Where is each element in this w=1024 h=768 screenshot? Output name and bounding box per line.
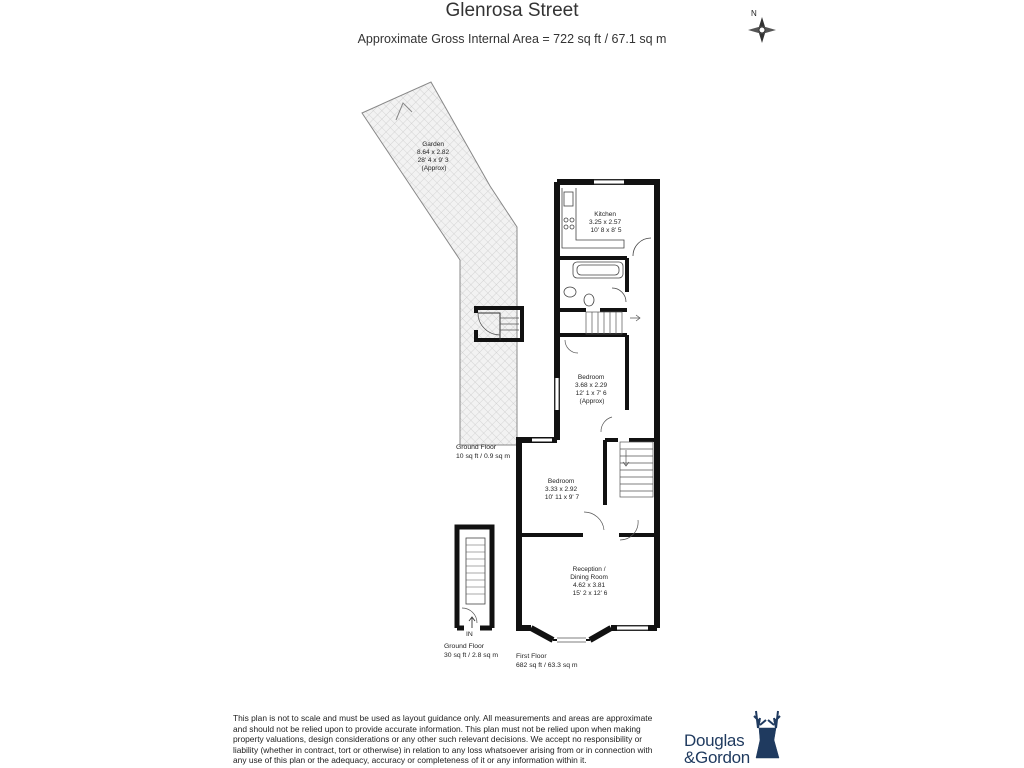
ground-floor-upper-label: Ground Floor 10 sq ft / 0.9 sq m: [456, 444, 511, 460]
disclaimer-line: This plan is not to scale and must be used as layout guidance only. All measurements and areas are approximate: [233, 713, 653, 723]
disclaimer-line: any use of this plan or the adequacy, accuracy or completeness of it or any information within it.: [233, 755, 587, 766]
stag-logo-icon: [754, 711, 780, 758]
bedroom-2-label: Bedroom 3.33 x 2.92 10' 11 x 9' 7: [544, 478, 580, 501]
gross-area: Approximate Gross Internal Area = 722 sq ft / 67.1 sq m: [357, 32, 667, 46]
bathroom-fixtures: [564, 262, 626, 306]
disclaimer-line: liability (whether in contract, tort or otherwise) in relation to any loss whatsoever arising from or in connection with: [233, 744, 653, 755]
compass-north-label: N: [751, 9, 757, 18]
plan-title: Glenrosa Street: [445, 0, 579, 21]
garden-area: [362, 82, 517, 445]
bedroom-1-label: Bedroom 3.68 x 2.29 12' 1 x 7' 6 (Approx): [575, 374, 608, 405]
entrance-in-label: IN: [466, 631, 473, 638]
kitchen-label: Kitchen 3.25 x 2.57 10' 8 x 8' 5: [589, 211, 622, 234]
entrance-lobby: [457, 527, 492, 638]
first-floor-label: First Floor 682 sq ft / 63.3 sq m: [516, 653, 578, 669]
disclaimer-line: and should not be relied upon to provide accurate information. This plan must not be relied upon when making: [233, 723, 641, 734]
compass-rose-icon: [748, 9, 776, 43]
disclaimer-text: [233, 713, 661, 766]
reception-label: Reception / Dining Room 4.62 x 3.81 15' 2 x 12' 6: [570, 566, 608, 597]
hallway-stairs: [584, 442, 653, 540]
garden-label: Garden 8.64 x 2.82 28' 4 x 9' 3 (Approx): [417, 141, 450, 172]
brand-logo: [684, 732, 750, 766]
disclaimer-line: property valuations, design considerations or any other such relevant decisions. We accept no responsibility or: [233, 734, 643, 745]
brand-line-1: Douglas: [684, 731, 745, 750]
ground-floor-lower-label: Ground Floor 30 sq ft / 2.8 sq m: [444, 643, 499, 659]
brand-line-2: &Gordon: [684, 748, 750, 767]
